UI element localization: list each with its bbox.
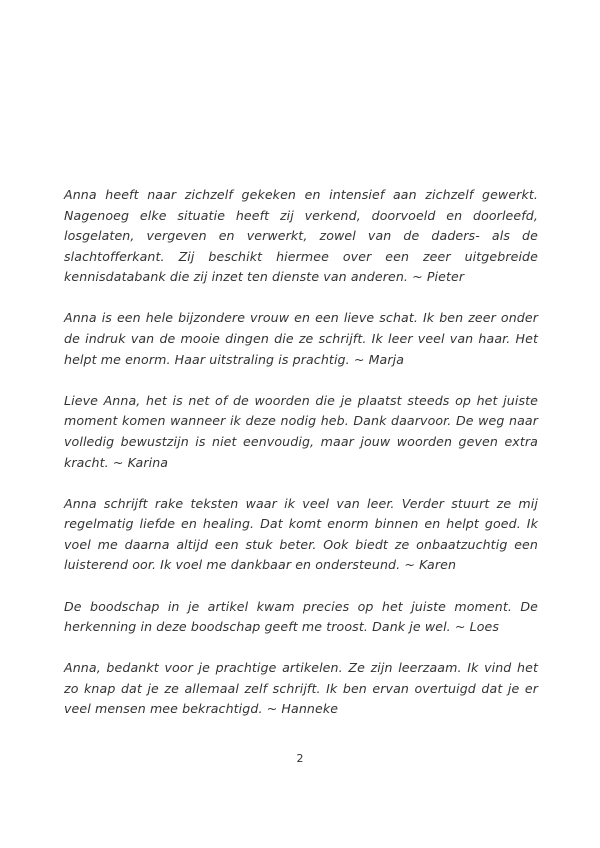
page-number: 2 (296, 752, 304, 765)
testimonial-pieter: Anna heeft naar zichzelf gekeken en intensief aan zichzelf gewerkt. Nagenoeg elke situatie heeft zij verkend, doorvoeld en doorleefd, losgelaten, vergeven en verwerkt, zowel van de daders- als de slachtofferkant. Zij beschikt hiermee over een zeer uitgebreide kennisdatabank die zij inzet ten dienste van anderen. ~ Pieter (64, 187, 538, 285)
testimonial-karen: Anna schrijft rake teksten waar ik veel van leer. Verder stuurt ze mij regelmatig liefde en healing. Dat komt enorm binnen en helpt goed. Ik voel me daarna altijd een stuk beter. Ook biedt ze onbaatzuchtig een luisterend oor. Ik voel me dankbaar en ondersteund. ~ Karen (64, 495, 538, 573)
testimonial-karina: Lieve Anna, het is net of de woorden die je plaatst steeds op het juiste moment komen wanneer ik deze nodig heb. Dank daarvoor. De weg naar volledig bewustzijn is niet eenvoudig, maar jouw woorden geven extra kracht. ~ Karina (64, 392, 538, 470)
testimonials-body (64, 185, 538, 720)
testimonial-hanneke: Anna, bedankt voor je prachtige artikelen. Ze zijn leerzaam. Ik vind het zo knap dat je ze allemaal zelf schrijft. Ik ben ervan overtuigd dat je er veel mensen mee bekrachtigd. ~ Hanneke (64, 660, 538, 717)
testimonial-marja: Anna is een hele bijzondere vrouw en een lieve schat. Ik ben zeer onder de indruk van de mooie dingen die ze schrijft. Ik leer veel van haar. Het helpt me enorm. Haar uitstraling is prachtig. ~ Marja (64, 310, 538, 367)
testimonial-loes: De boodschap in je artikel kwam precies op het juiste moment. De herkenning in deze boodschap geeft me troost. Dank je wel. ~ Loes (64, 598, 538, 635)
